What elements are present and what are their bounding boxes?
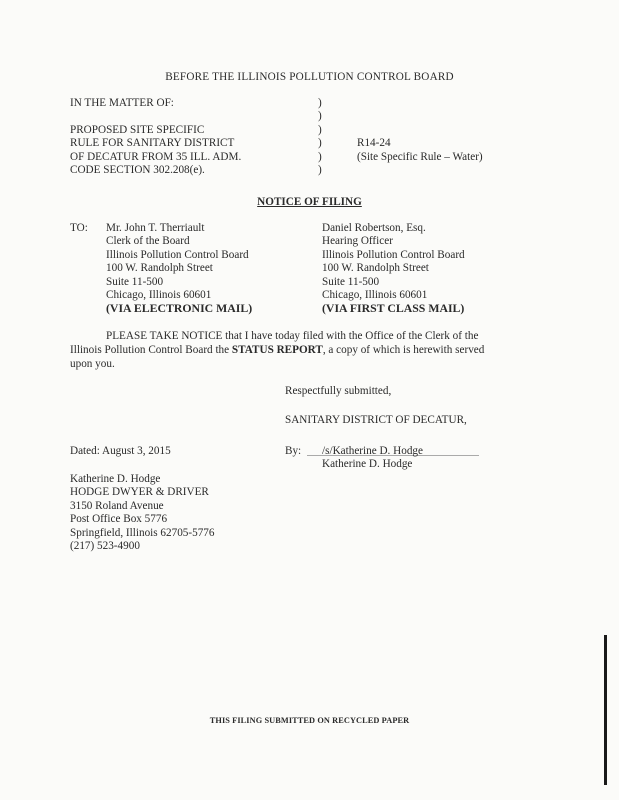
paren: ) — [318, 151, 322, 163]
recipient-suite: Suite 11-500 — [322, 275, 380, 288]
scan-edge-mark — [604, 635, 607, 785]
notice-body-line: PLEASE TAKE NOTICE that I have today filed with the Office of the Clerk of the — [106, 330, 479, 342]
recipient-city: Chicago, Illinois 60601 — [322, 289, 428, 302]
paren: ) — [318, 110, 322, 122]
recipient-delivery: (VIA ELECTRONIC MAIL) — [106, 301, 253, 316]
recipient-title: Hearing Officer — [322, 235, 393, 248]
caption-line: OF DECATUR FROM 35 ILL. ADM. — [70, 150, 242, 163]
recipient-org: Illinois Pollution Control Board — [106, 248, 249, 261]
notice-body-line: upon you. — [70, 358, 115, 370]
matter-label: IN THE MATTER OF: — [70, 97, 174, 109]
case-type: (Site Specific Rule – Water) — [357, 151, 483, 163]
caption-line: PROPOSED SITE SPECIFIC — [70, 124, 205, 136]
recipient-delivery: (VIA FIRST CLASS MAIL) — [322, 301, 465, 316]
caption-line: RULE FOR SANITARY DISTRICT — [70, 137, 235, 150]
signer-name: Katherine D. Hodge — [322, 458, 413, 470]
to-label: TO: — [70, 222, 88, 234]
recipient-org: Illinois Pollution Control Board — [322, 248, 465, 261]
party-name: SANITARY DISTRICT OF DECATUR, — [285, 414, 467, 426]
notice-body-line — [70, 344, 484, 357]
by-label: By: — [285, 445, 302, 457]
attorney-line: Post Office Box 5776 — [70, 513, 168, 526]
document-name: STATUS REPORT — [231, 344, 323, 356]
board-title: BEFORE THE ILLINOIS POLLUTION CONTROL BOARD — [165, 71, 454, 83]
dated: Dated: August 3, 2015 — [70, 445, 171, 457]
body-text: Illinois Pollution Control Board the — [70, 344, 232, 356]
attorney-line: (217) 523-4900 — [70, 540, 140, 553]
attorney-line: HODGE DWYER & DRIVER — [70, 486, 209, 499]
recipient-street: 100 W. Randolph Street — [322, 262, 429, 275]
recipient-street: 100 W. Randolph Street — [106, 262, 213, 275]
caption-line: CODE SECTION 302.208(e). — [70, 164, 205, 177]
recipient-city: Chicago, Illinois 60601 — [106, 289, 212, 302]
paren: ) — [318, 137, 322, 149]
attorney-line: 3150 Roland Avenue — [70, 499, 164, 512]
paren: ) — [318, 124, 322, 136]
recipient-name: Daniel Robertson, Esq. — [322, 222, 426, 234]
attorney-line: Springfield, Illinois 62705-5776 — [70, 526, 215, 539]
case-number: R14-24 — [357, 137, 391, 149]
attorney-line: Katherine D. Hodge — [70, 473, 161, 485]
recipient-title: Clerk of the Board — [106, 235, 190, 248]
signature: /s/Katherine D. Hodge — [322, 445, 423, 457]
body-text: , a copy of which is herewith served — [322, 344, 485, 356]
recipient-suite: Suite 11-500 — [106, 275, 164, 288]
recipient-hearing-officer — [322, 222, 465, 316]
paren: ) — [318, 97, 322, 109]
recycled-paper-footer: THIS FILING SUBMITTED ON RECYCLED PAPER — [209, 716, 410, 725]
case-caption — [70, 124, 241, 178]
paren: ) — [318, 164, 322, 176]
recipient-name: Mr. John T. Therriault — [106, 222, 205, 234]
recipient-clerk — [106, 222, 252, 316]
attorney-block — [70, 473, 215, 553]
notice-title: NOTICE OF FILING — [257, 196, 362, 208]
respectfully-submitted: Respectfully submitted, — [285, 385, 392, 397]
